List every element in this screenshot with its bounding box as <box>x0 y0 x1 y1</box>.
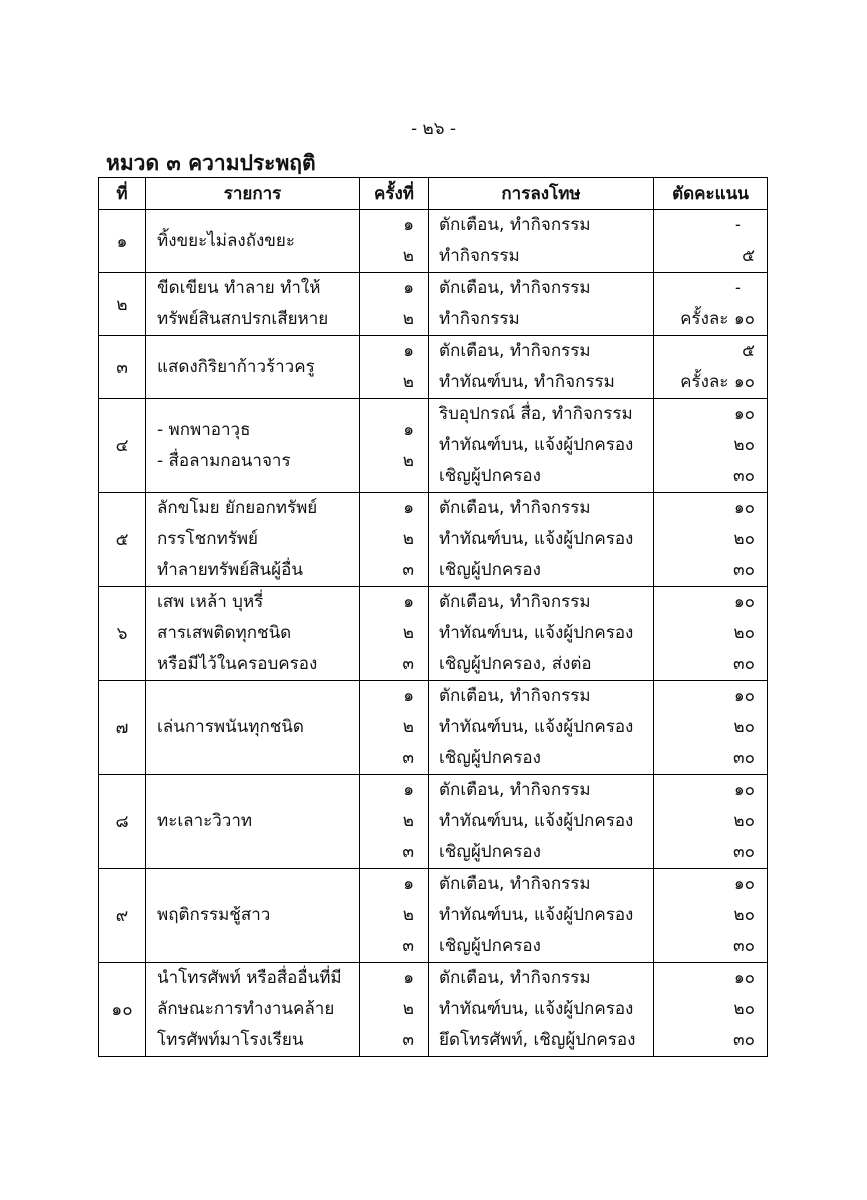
row-number: ๔ <box>99 399 146 493</box>
offense-cell <box>146 587 360 681</box>
count-cell <box>360 775 429 869</box>
deduction-line: ๓๐ <box>733 748 755 768</box>
penalty-line: ตักเตือน, ทำกิจกรรม <box>439 278 591 298</box>
deduction-line: ๒๐ <box>733 717 755 737</box>
offense-line: หรือมีไว้ในครอบครอง <box>157 654 318 674</box>
discipline-table <box>98 177 768 1057</box>
count-line: ๑ <box>403 278 414 298</box>
penalty-line: ตักเตือน, ทำกิจกรรม <box>439 686 591 706</box>
count-line: ๒ <box>402 309 414 329</box>
count-cell <box>360 210 429 273</box>
table-header-row <box>99 178 768 210</box>
count-line: ๒ <box>402 905 414 925</box>
penalty-line: เชิญผู้ปกครอง <box>439 842 541 862</box>
count-line: ๒ <box>402 372 414 392</box>
penalty-line: เชิญผู้ปกครอง <box>439 936 541 956</box>
penalty-cell <box>429 775 654 869</box>
deduction-line: ๑๐ <box>733 780 755 800</box>
deduction-cell <box>654 681 768 775</box>
offense-line: นำโทรศัพท์ หรือสื่ออื่นที่มี <box>157 968 342 988</box>
table-row <box>99 775 768 869</box>
count-line: ๒ <box>402 450 414 471</box>
offense-line: สารเสพติดทุกชนิด <box>157 623 292 643</box>
penalty-cell <box>429 869 654 963</box>
deduction-line: ๒๐ <box>733 811 755 831</box>
offense-cell <box>146 869 360 963</box>
deduction-cell <box>654 869 768 963</box>
offense-cell <box>146 775 360 869</box>
table-row <box>99 963 768 1057</box>
table-row <box>99 493 768 587</box>
deduction-cell <box>654 587 768 681</box>
deduction-line: ๕ <box>742 246 755 266</box>
count-cell <box>360 399 429 493</box>
row-number: ๓ <box>99 336 146 399</box>
deduction-line: ๓๐ <box>733 842 755 862</box>
offense-line: - สื่อลามกอนาจาร <box>157 450 291 471</box>
count-line: ๑ <box>403 780 414 800</box>
deduction-line: ๒๐ <box>733 623 755 643</box>
deduction-cell <box>654 399 768 493</box>
offense-line: กรรโชกทรัพย์ <box>157 529 259 549</box>
offense-cell <box>146 493 360 587</box>
row-number: ๒ <box>99 273 146 336</box>
penalty-line: ทำทัณฑ์บน, แจ้งผู้ปกครอง <box>439 529 634 549</box>
offense-cell <box>146 336 360 399</box>
header-no: ที่ <box>99 178 146 210</box>
penalty-cell <box>429 587 654 681</box>
count-line: ๓ <box>402 936 414 956</box>
table-row <box>99 336 768 399</box>
penalty-line: ทำทัณฑ์บน, แจ้งผู้ปกครอง <box>439 623 634 643</box>
offense-cell <box>146 963 360 1057</box>
deduction-line: ๑๐ <box>733 592 755 612</box>
offense-line: แสดงกิริยาก้าวร้าวครู <box>157 356 315 377</box>
penalty-cell <box>429 963 654 1057</box>
deduction-line: ๑๐ <box>733 968 755 988</box>
penalty-line: ตักเตือน, ทำกิจกรรม <box>439 215 591 235</box>
count-cell <box>360 963 429 1057</box>
offense-line: เล่นการพนันทุกชนิด <box>157 717 304 737</box>
penalty-line: ริบอุปกรณ์ สื่อ, ทำกิจกรรม <box>439 404 633 424</box>
row-number: ๘ <box>99 775 146 869</box>
count-line: ๑ <box>403 592 414 612</box>
deduction-cell <box>654 336 768 399</box>
table-row <box>99 869 768 963</box>
offense-line: ทิ้งขยะไม่ลงถังขยะ <box>157 230 296 251</box>
count-line: ๒ <box>402 529 414 549</box>
count-line: ๓ <box>402 842 414 862</box>
header-deduction: ตัดคะแนน <box>654 178 768 210</box>
count-line: ๒ <box>402 811 414 831</box>
count-line: ๓ <box>402 654 414 674</box>
count-cell <box>360 587 429 681</box>
penalty-cell <box>429 399 654 493</box>
offense-cell <box>146 273 360 336</box>
deduction-line: ๓๐ <box>733 654 755 674</box>
deduction-line: ๑๐ <box>733 404 755 424</box>
table-row <box>99 273 768 336</box>
table-row <box>99 587 768 681</box>
count-cell <box>360 336 429 399</box>
offense-line: - พกพาอาวุธ <box>157 419 251 440</box>
count-cell <box>360 273 429 336</box>
offense-cell <box>146 399 360 493</box>
deduction-line: ๒๐ <box>733 529 755 549</box>
penalty-cell <box>429 336 654 399</box>
count-line: ๑ <box>403 498 414 518</box>
header-item: รายการ <box>146 178 360 210</box>
offense-line: เสพ เหล้า บุหรี่ <box>157 592 264 612</box>
count-cell <box>360 869 429 963</box>
offense-line: ขีดเขียน ทำลาย ทำให้ <box>157 278 321 298</box>
table-row <box>99 210 768 273</box>
offense-line: ทำลายทรัพย์สินผู้อื่น <box>157 560 303 580</box>
count-cell <box>360 681 429 775</box>
penalty-line: ทำทัณฑ์บน, แจ้งผู้ปกครอง <box>439 811 634 831</box>
offense-cell <box>146 210 360 273</box>
penalty-line: ทำทัณฑ์บน, ทำกิจกรรม <box>439 372 615 392</box>
count-line: ๓ <box>402 560 414 580</box>
count-line: ๑ <box>403 215 414 235</box>
penalty-line: ทำกิจกรรม <box>439 246 520 266</box>
offense-cell <box>146 681 360 775</box>
deduction-line: ๓๐ <box>733 1030 755 1050</box>
deduction-line: ๓๐ <box>733 466 755 486</box>
deduction-line: ๑๐ <box>733 498 755 518</box>
penalty-line: ทำทัณฑ์บน, แจ้งผู้ปกครอง <box>439 999 634 1019</box>
penalty-line: เชิญผู้ปกครอง <box>439 748 541 768</box>
penalty-cell <box>429 681 654 775</box>
page-number: - ๒๖ - <box>410 119 457 139</box>
header-count: ครั้งที่ <box>360 178 429 210</box>
penalty-line: ยึดโทรศัพท์, เชิญผู้ปกครอง <box>439 1030 636 1050</box>
section-title: หมวด ๓ ความประพฤติ <box>106 151 316 175</box>
deduction-cell <box>654 210 768 273</box>
deduction-line: - <box>734 215 741 235</box>
penalty-line: ทำทัณฑ์บน, แจ้งผู้ปกครอง <box>439 717 634 737</box>
penalty-line: เชิญผู้ปกครอง <box>439 466 541 486</box>
row-number: ๑๐ <box>99 963 146 1057</box>
penalty-line: ตักเตือน, ทำกิจกรรม <box>439 592 591 612</box>
deduction-cell <box>654 963 768 1057</box>
table-row <box>99 681 768 775</box>
row-number: ๗ <box>99 681 146 775</box>
penalty-line: ทำทัณฑ์บน, แจ้งผู้ปกครอง <box>439 905 634 925</box>
row-number: ๖ <box>99 587 146 681</box>
offense-line: พฤติกรรมชู้สาว <box>157 905 271 925</box>
deduction-line: ๑๐ <box>733 686 755 706</box>
penalty-line: เชิญผู้ปกครอง, ส่งต่อ <box>439 654 592 674</box>
penalty-line: ตักเตือน, ทำกิจกรรม <box>439 780 591 800</box>
offense-line: ลักษณะการทำงานคล้าย <box>157 999 335 1019</box>
deduction-cell <box>654 775 768 869</box>
penalty-line: ตักเตือน, ทำกิจกรรม <box>439 341 591 361</box>
count-line: ๓ <box>402 748 414 768</box>
count-line: ๒ <box>402 999 414 1019</box>
deduction-line: ครั้งละ ๑๐ <box>680 309 755 329</box>
row-number: ๙ <box>99 869 146 963</box>
count-line: ๒ <box>402 623 414 643</box>
count-line: ๑ <box>403 874 414 894</box>
penalty-line: ตักเตือน, ทำกิจกรรม <box>439 968 591 988</box>
deduction-line: ครั้งละ ๑๐ <box>680 372 755 392</box>
deduction-line: ๒๐ <box>733 905 755 925</box>
penalty-cell <box>429 493 654 587</box>
penalty-line: ตักเตือน, ทำกิจกรรม <box>439 874 591 894</box>
count-line: ๑ <box>403 968 414 988</box>
deduction-line: ๓๐ <box>733 560 755 580</box>
penalty-line: เชิญผู้ปกครอง <box>439 560 541 580</box>
offense-line: ทะเลาะวิวาท <box>157 811 253 831</box>
count-line: ๒ <box>402 717 414 737</box>
offense-line: ทรัพย์สินสกปรกเสียหาย <box>157 309 329 329</box>
deduction-line: - <box>734 278 741 298</box>
deduction-line: ๕ <box>742 341 755 361</box>
deduction-cell <box>654 273 768 336</box>
table-row <box>99 399 768 493</box>
penalty-line: ตักเตือน, ทำกิจกรรม <box>439 498 591 518</box>
deduction-line: ๒๐ <box>733 999 755 1019</box>
row-number: ๑ <box>99 210 146 273</box>
count-line: ๑ <box>403 686 414 706</box>
penalty-line: ทำทัณฑ์บน, แจ้งผู้ปกครอง <box>439 435 634 455</box>
penalty-cell <box>429 210 654 273</box>
offense-line: ลักขโมย ยักยอกทรัพย์ <box>157 498 318 518</box>
penalty-cell <box>429 273 654 336</box>
header-penalty: การลงโทษ <box>429 178 654 210</box>
count-line: ๒ <box>402 246 414 266</box>
deduction-cell <box>654 493 768 587</box>
deduction-line: ๒๐ <box>733 435 755 455</box>
offense-line: โทรศัพท์มาโรงเรียน <box>157 1030 304 1050</box>
count-line: ๑ <box>403 419 414 440</box>
row-number: ๕ <box>99 493 146 587</box>
count-line: ๑ <box>403 341 414 361</box>
count-line: ๓ <box>402 1030 414 1050</box>
penalty-line: ทำกิจกรรม <box>439 309 520 329</box>
deduction-line: ๓๐ <box>733 936 755 956</box>
deduction-line: ๑๐ <box>733 874 755 894</box>
count-cell <box>360 493 429 587</box>
